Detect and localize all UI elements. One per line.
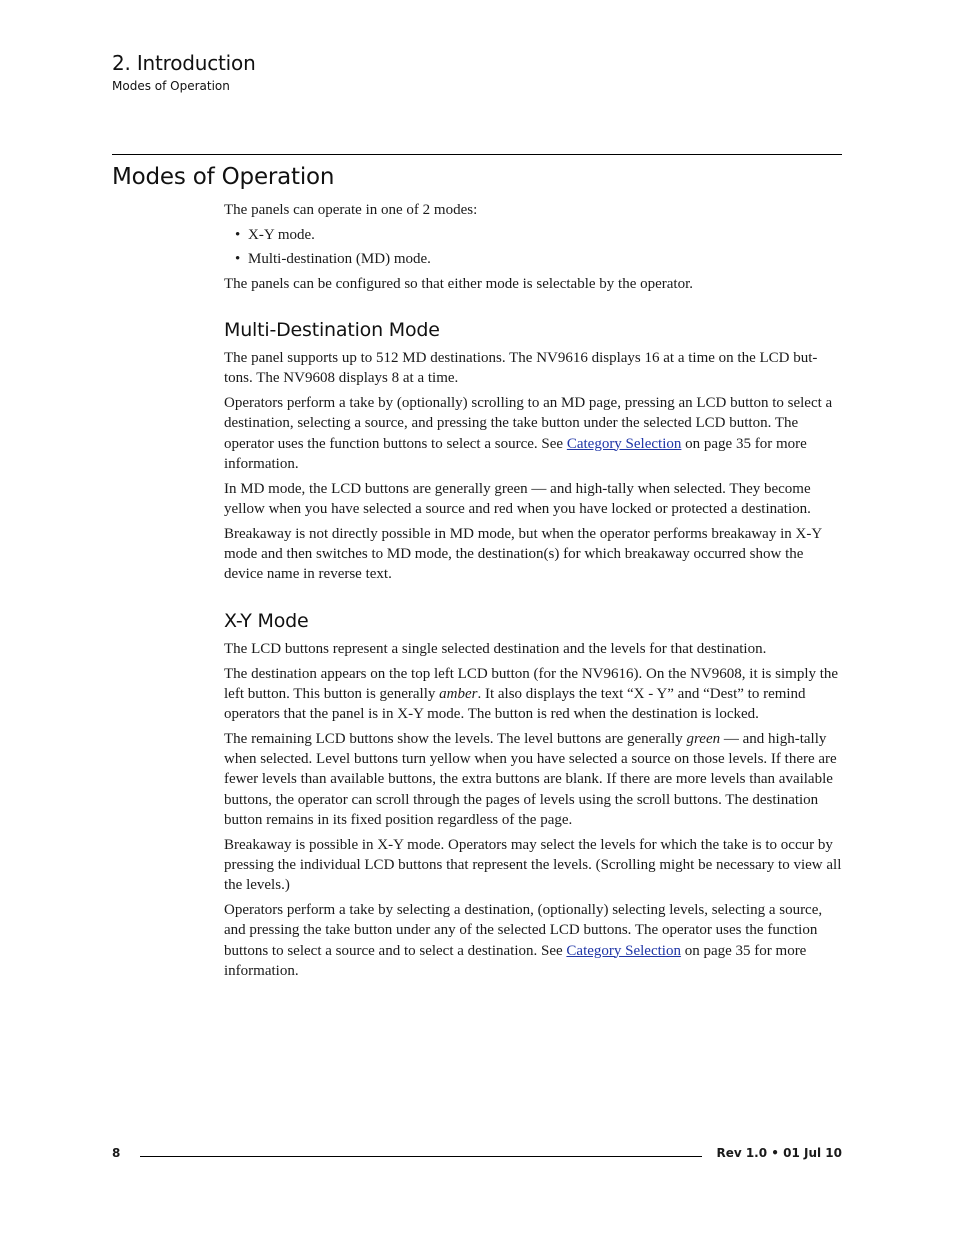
list-item [224, 225, 842, 245]
category-selection-link[interactable]: Category Selection [566, 942, 681, 959]
running-head [112, 50, 256, 94]
emphasis-amber: amber [439, 685, 478, 702]
bullet-icon: • [235, 227, 241, 243]
md-paragraph-2 [224, 393, 842, 474]
text-run: — and high-tally when selected. Level buttons turn yellow when you have selected a source on those levels. If there are fewer levels than available buttons, the extra buttons are blank. If there are more levels than available buttons, the operator can scroll through the pages of levels using the scroll buttons. The destination button remains in its fixed position regardless of the page. [224, 730, 837, 828]
md-paragraph-3: In MD mode, the LCD buttons are generally green — and high-tally when selected. They become yellow when you have selected a source and red when you have locked or protected a destination. [224, 480, 811, 517]
xy-paragraph-3 [224, 729, 842, 830]
md-paragraph-1: The panel supports up to 512 MD destinations. The NV9616 displays 16 at a time on the LCD but-tons. The NV9608 displays 8 at a time. [224, 349, 818, 387]
section-breadcrumb: Modes of Operation [112, 79, 230, 93]
xy-paragraph-5 [224, 900, 842, 981]
modes-list [224, 225, 842, 269]
text-run: Operators perform a take by selecting a destination, (optionally) selecting levels, selecting a source, and pressing the take button under any of the selected LCD buttons. The operator uses the function buttons to select a source and to select a destination. See [224, 902, 823, 959]
text-run: The remaining LCD buttons show the levels. The level buttons are generally [224, 730, 687, 747]
body-column [224, 200, 842, 986]
bullet-icon: • [235, 250, 241, 267]
xy-paragraph-1: The LCD buttons represent a single selected destination and the levels for that destination. [224, 640, 767, 657]
intro-lead: The panels can operate in one of 2 modes: [224, 202, 478, 218]
md-paragraph-4: Breakaway is not directly possible in MD mode, but when the operator performs breakaway in X-Y mode and then switches to MD mode, the destination(s) for which breakaway occurred show the device name in reverse text. [224, 525, 822, 583]
list-item [224, 249, 842, 269]
intro-closing: The panels can be configured so that either mode is selectable by the operator. [224, 275, 693, 292]
footer-divider [140, 1156, 702, 1157]
chapter-title: 2. Introduction [112, 51, 256, 75]
page-number: 8 [112, 1146, 121, 1160]
text-run: The destination appears on the top left LCD button (for the NV9616). On the NV9608, it is simply the left button. This button is generally [224, 665, 839, 702]
text-run: . It also displays the text “X - Y” and “Dest” to remind operators that the panel is in X-Y mode. The button is red when the destination is locked. [224, 685, 806, 722]
page-footer [112, 1146, 842, 1164]
xy-paragraph-2 [224, 664, 842, 725]
list-item-text: X-Y mode. [248, 227, 315, 243]
xy-paragraph-4: Breakaway is possible in X-Y mode. Operators may select the levels for which the take is to occur by pressing the individual LCD buttons that represent the levels. (Scrolling might be necessary to view all the levels.) [224, 836, 842, 894]
text-run: on page 35 for more information. [224, 942, 807, 979]
header-divider [112, 154, 842, 155]
text-run: Operators perform a take by (optionally) scrolling to an MD page, pressing an LCD button to select a destination, selecting a source, and pressing the take button under the selected LCD button. The operator uses the function buttons to select a source. See [224, 395, 833, 452]
category-selection-link[interactable]: Category Selection [566, 435, 682, 452]
page-title: Modes of Operation [112, 164, 335, 190]
emphasis-green: green [686, 730, 721, 747]
md-mode-heading: Multi-Destination Mode [224, 318, 440, 341]
list-item-text: Multi-destination (MD) mode. [248, 250, 431, 267]
xy-mode-heading: X-Y Mode [224, 609, 309, 632]
text-run: on page 35 for more information. [224, 435, 807, 472]
revision-label: Rev 1.0 • 01 Jul 10 [716, 1146, 842, 1160]
